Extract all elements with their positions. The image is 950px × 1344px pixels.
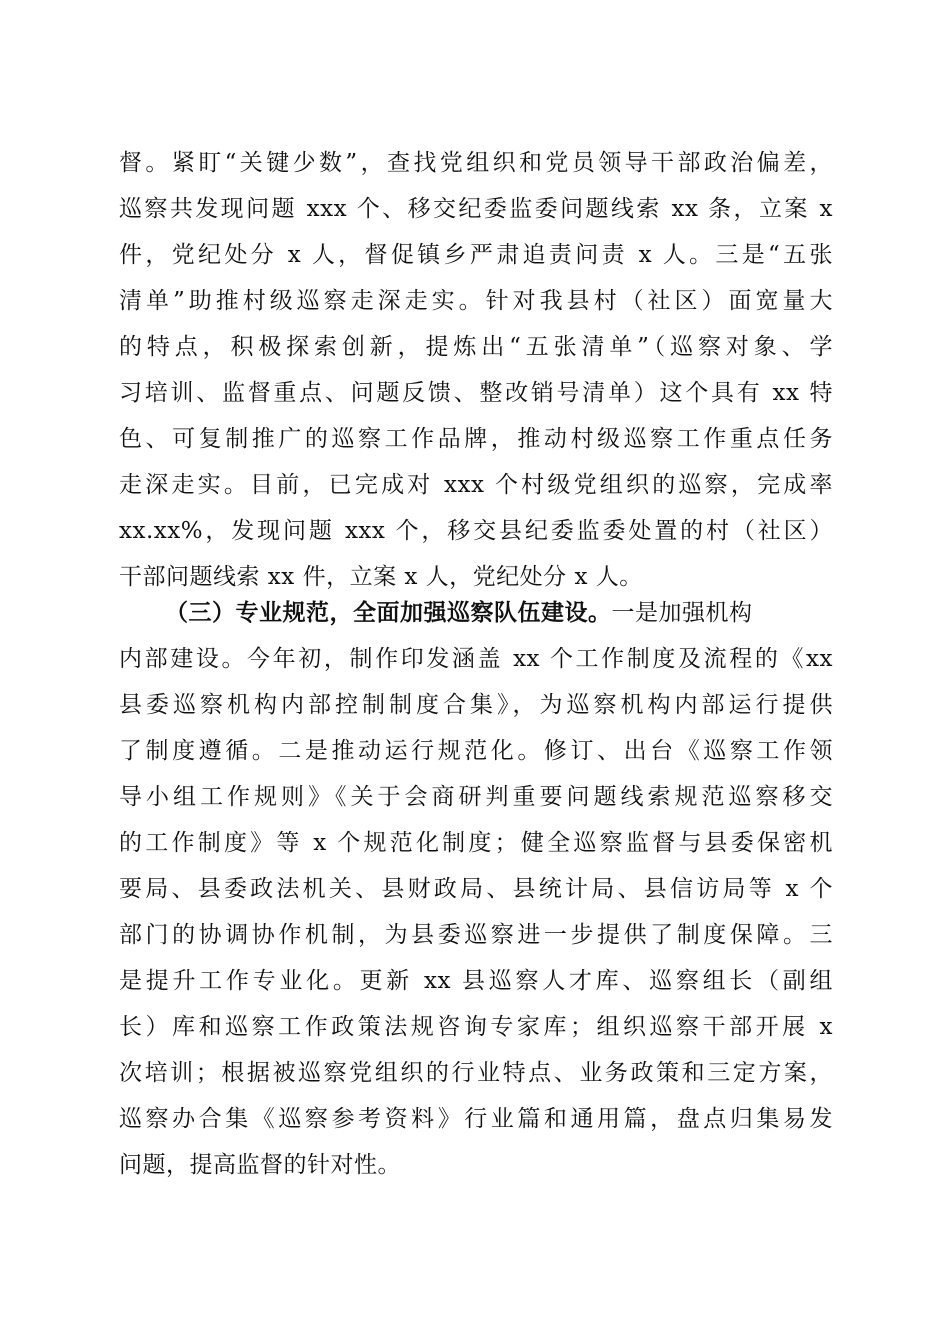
section-heading: （三）专业规范，全面加强巡察队伍建设。 [165,599,612,626]
text-line: 习培训、监督重点、问题反馈、整改销号清单）这个具有 xx 特 [119,380,833,406]
paragraph-first-line [165,598,833,628]
text-line: 的工作制度》等 x 个规范化制度；健全巡察监督与县委保密机 [119,830,833,856]
text-line: 是提升工作专业化。更新 xx 县巡察人才库、巡察组长（副组 [119,968,833,994]
text-line: 色、可复制推广的巡察工作品牌，推动村级巡察工作重点任务 [119,426,833,452]
text-line: 内部建设。今年初，制作印发涵盖 xx 个工作制度及流程的《xx [119,646,833,672]
text-line: 清单”助推村级巡察走深走实。针对我县村（社区）面宽量大 [119,288,833,314]
text-line: 问题，提高监督的针对性。 [119,1152,401,1178]
text-line: 走深走实。目前，已完成对 xxx 个村级党组织的巡察，完成率 [119,472,833,498]
text-line: 次培训；根据被巡察党组织的行业特点、业务政策和三定方案， [119,1060,833,1086]
text-line: 的特点，积极探索创新，提炼出“五张清单”（巡察对象、学 [119,334,833,360]
text-line: 巡察办合集《巡察参考资料》行业篇和通用篇，盘点归集易发 [119,1106,833,1132]
text-line: xx.xx%，发现问题 xxx 个，移交县纪委监委处置的村（社区） [119,518,833,544]
text-line: 导小组工作规则》《关于会商研判重要问题线索规范巡察移交 [119,784,833,810]
text-span: 一是加强机构 [611,600,753,626]
text-line: 巡察共发现问题 xxx 个、移交纪委监委问题线索 xx 条，立案 x [119,196,833,222]
text-line: 县委巡察机构内部控制制度合集》，为巡察机构内部运行提供 [119,692,833,718]
text-line: 督。紧盯“关键少数”，查找党组织和党员领导干部政治偏差， [119,150,833,176]
text-line: 干部问题线索 xx 件，立案 x 人，党纪处分 x 人。 [119,564,643,590]
text-line: 件，党纪处分 x 人，督促镇乡严肃追责问责 x 人。三是“五张 [119,242,833,268]
text-line: 长）库和巡察工作政策法规咨询专家库；组织巡察干部开展 x [119,1014,833,1040]
text-line: 了制度遵循。二是推动运行规范化。修订、出台《巡察工作领 [119,738,833,764]
text-line: 部门的协调协作机制，为县委巡察进一步提供了制度保障。三 [119,922,833,948]
text-line: 要局、县委政法机关、县财政局、县统计局、县信访局等 x 个 [119,876,833,902]
